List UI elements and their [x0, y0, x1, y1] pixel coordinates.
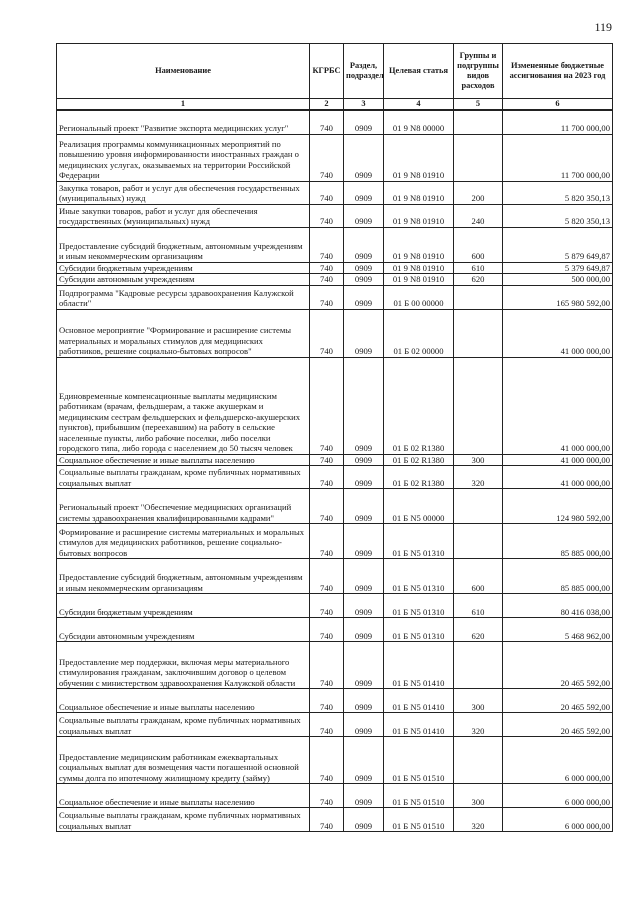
table-row: [57, 285, 613, 309]
cell-group: 610: [454, 594, 503, 618]
cell-kgrbs: 740: [310, 110, 344, 134]
cell-target: 01 Б N5 01510: [384, 808, 454, 832]
cell-group: 200: [454, 181, 503, 204]
cell-target: 01 Б 02 00000: [384, 309, 454, 357]
table-row: [57, 642, 613, 689]
cell-section: 0909: [344, 309, 384, 357]
cell-group: [454, 110, 503, 134]
cell-amount: 11 700 000,00: [503, 134, 613, 181]
table-row: [57, 204, 613, 227]
cell-name: Социальные выплаты гражданам, кроме публичных нормативных социальных выплат: [57, 713, 310, 737]
cell-name: Закупка товаров, работ и услуг для обеспечения государственных (муниципальных) нужд: [57, 181, 310, 204]
cell-group: 300: [454, 784, 503, 808]
cell-section: 0909: [344, 285, 384, 309]
cell-target: 01 Б 02 R1380: [384, 357, 454, 454]
cell-amount: 124 980 592,00: [503, 489, 613, 524]
cell-section: 0909: [344, 594, 384, 618]
cell-kgrbs: 740: [310, 808, 344, 832]
cell-name: Социальное обеспечение и иные выплаты населению: [57, 689, 310, 713]
cell-group: [454, 642, 503, 689]
table-row: [57, 559, 613, 594]
cell-name: Реализация программы коммуникационных мероприятий по повышению уровня информированности иностранных граждан о медицинских услугах, оказываемых на территории Российской Федерации: [57, 134, 310, 181]
cell-target: 01 Б N5 01310: [384, 559, 454, 594]
cell-kgrbs: 740: [310, 134, 344, 181]
cell-section: 0909: [344, 689, 384, 713]
cell-target: 01 Б N5 00000: [384, 489, 454, 524]
header-kgrbs: КГРБС: [310, 44, 344, 99]
cell-name: Субсидии автономным учреждениям: [57, 274, 310, 285]
cell-name: Субсидии бюджетным учреждениям: [57, 262, 310, 273]
cell-amount: 11 700 000,00: [503, 110, 613, 134]
cell-name: Региональный проект "Развитие экспорта медицинских услуг": [57, 110, 310, 134]
cell-section: 0909: [344, 262, 384, 273]
column-number-row: [57, 99, 613, 111]
cell-amount: 6 000 000,00: [503, 737, 613, 784]
cell-section: 0909: [344, 559, 384, 594]
cell-section: 0909: [344, 489, 384, 524]
cell-amount: 6 000 000,00: [503, 784, 613, 808]
cell-group: 600: [454, 227, 503, 262]
cell-kgrbs: 740: [310, 489, 344, 524]
cell-section: 0909: [344, 524, 384, 559]
cell-group: [454, 309, 503, 357]
cell-amount: 41 000 000,00: [503, 309, 613, 357]
cell-amount: 85 885 000,00: [503, 524, 613, 559]
cell-target: 01 Б N5 01310: [384, 618, 454, 642]
cell-amount: 5 379 649,87: [503, 262, 613, 273]
cell-group: [454, 737, 503, 784]
header-amount: Измененные бюджетные ассигнования на 2023 год: [503, 44, 613, 99]
cell-kgrbs: 740: [310, 181, 344, 204]
table-row: [57, 489, 613, 524]
cell-group: 320: [454, 466, 503, 489]
cell-kgrbs: 740: [310, 642, 344, 689]
cell-name: Социальные выплаты гражданам, кроме публичных нормативных социальных выплат: [57, 808, 310, 832]
header-name: Наименование: [57, 44, 310, 99]
cell-name: Предоставление субсидий бюджетным, автономным учреждениям и иным некоммерческим организациям: [57, 227, 310, 262]
cell-group: 610: [454, 262, 503, 273]
cell-kgrbs: 740: [310, 466, 344, 489]
cell-amount: 85 885 000,00: [503, 559, 613, 594]
table-row: [57, 262, 613, 273]
cell-target: 01 Б N5 01310: [384, 524, 454, 559]
cell-amount: 5 468 962,00: [503, 618, 613, 642]
table-row: [57, 524, 613, 559]
cell-target: 01 9 N8 01910: [384, 134, 454, 181]
cell-target: 01 Б 02 R1380: [384, 466, 454, 489]
cell-target: 01 9 N8 01910: [384, 274, 454, 285]
cell-target: 01 Б N5 01510: [384, 737, 454, 784]
cell-section: 0909: [344, 134, 384, 181]
cell-name: Социальное обеспечение и иные выплаты населению: [57, 454, 310, 465]
cell-target: 01 9 N8 01910: [384, 262, 454, 273]
budget-table: [56, 43, 613, 832]
cell-kgrbs: 740: [310, 594, 344, 618]
table-row: [57, 618, 613, 642]
header-row: [57, 44, 613, 99]
table-row: [57, 181, 613, 204]
page-number: 119: [594, 20, 612, 34]
cell-amount: 20 465 592,00: [503, 713, 613, 737]
cell-section: 0909: [344, 454, 384, 465]
cell-kgrbs: 740: [310, 713, 344, 737]
cell-name: Формирование и расширение системы материальных и моральных стимулов для медицинских работников, решение социально-бытовых вопросов: [57, 524, 310, 559]
cell-name: Иные закупки товаров, работ и услуг для обеспечения государственных (муниципальных) нужд: [57, 204, 310, 227]
cell-amount: 41 000 000,00: [503, 454, 613, 465]
table-row: [57, 110, 613, 134]
cell-group: [454, 357, 503, 454]
cell-group: 600: [454, 559, 503, 594]
cell-amount: 165 980 592,00: [503, 285, 613, 309]
cell-kgrbs: 740: [310, 618, 344, 642]
cell-amount: 20 465 592,00: [503, 642, 613, 689]
column-number: 1: [57, 99, 310, 111]
cell-name: Субсидии автономным учреждениям: [57, 618, 310, 642]
cell-group: 320: [454, 713, 503, 737]
cell-section: 0909: [344, 466, 384, 489]
column-number: 3: [344, 99, 384, 111]
cell-kgrbs: 740: [310, 689, 344, 713]
cell-section: 0909: [344, 618, 384, 642]
cell-target: 01 Б N5 01510: [384, 784, 454, 808]
cell-kgrbs: 740: [310, 559, 344, 594]
cell-target: 01 9 N8 00000: [384, 110, 454, 134]
cell-kgrbs: 740: [310, 227, 344, 262]
cell-name: Региональный проект "Обеспечение медицинских организаций системы здравоохранения квалифицированными кадрами": [57, 489, 310, 524]
cell-section: 0909: [344, 808, 384, 832]
header-section: Раздел, подраздел: [344, 44, 384, 99]
table-row: [57, 454, 613, 465]
cell-kgrbs: 740: [310, 357, 344, 454]
cell-section: 0909: [344, 642, 384, 689]
cell-target: 01 Б N5 01410: [384, 689, 454, 713]
cell-section: 0909: [344, 110, 384, 134]
cell-kgrbs: 740: [310, 204, 344, 227]
cell-target: 01 9 N8 01910: [384, 181, 454, 204]
header-groups: Группы и подгруппы видов расходов: [454, 44, 503, 99]
column-number: 6: [503, 99, 613, 111]
cell-name: Единовременные компенсационные выплаты медицинским работникам (врачам, фельдшерам, а также акушеркам и медицинским сестрам фельдшерских и фельдшерско-акушерских пунктов), прибывшим (переехавшим) на работу в сельские населенные пункты, либо рабочие поселки, либо поселки городского типа, либо города с населением до 50 тысяч человек: [57, 357, 310, 454]
table-row: [57, 227, 613, 262]
cell-section: 0909: [344, 274, 384, 285]
table-row: [57, 594, 613, 618]
cell-section: 0909: [344, 227, 384, 262]
cell-target: 01 Б 02 R1380: [384, 454, 454, 465]
table-row: [57, 689, 613, 713]
cell-group: 620: [454, 274, 503, 285]
cell-kgrbs: 740: [310, 737, 344, 784]
cell-group: [454, 134, 503, 181]
cell-kgrbs: 740: [310, 274, 344, 285]
cell-amount: 20 465 592,00: [503, 689, 613, 713]
table-row: [57, 713, 613, 737]
table-row: [57, 466, 613, 489]
cell-kgrbs: 740: [310, 524, 344, 559]
cell-amount: 6 000 000,00: [503, 808, 613, 832]
table-row: [57, 134, 613, 181]
cell-section: 0909: [344, 204, 384, 227]
cell-name: Предоставление мер поддержки, включая меры материального стимулирования гражданам, заключившим договор о целевом обучении с министерством здравоохранения Калужской области: [57, 642, 310, 689]
cell-section: 0909: [344, 784, 384, 808]
table-row: [57, 808, 613, 832]
table-row: [57, 309, 613, 357]
cell-name: Подпрограмма "Кадровые ресурсы здравоохранения Калужской области": [57, 285, 310, 309]
cell-target: 01 9 N8 01910: [384, 204, 454, 227]
cell-kgrbs: 740: [310, 784, 344, 808]
cell-group: 620: [454, 618, 503, 642]
cell-amount: 5 820 350,13: [503, 204, 613, 227]
cell-name: Предоставление субсидий бюджетным, автономным учреждениям и иным некоммерческим организациям: [57, 559, 310, 594]
cell-target: 01 Б 00 00000: [384, 285, 454, 309]
cell-section: 0909: [344, 181, 384, 204]
cell-kgrbs: 740: [310, 262, 344, 273]
cell-group: [454, 524, 503, 559]
cell-section: 0909: [344, 737, 384, 784]
column-number: 5: [454, 99, 503, 111]
header-target: Целевая статья: [384, 44, 454, 99]
cell-amount: 5 879 649,87: [503, 227, 613, 262]
column-number: 2: [310, 99, 344, 111]
cell-group: 320: [454, 808, 503, 832]
cell-target: 01 Б N5 01410: [384, 713, 454, 737]
cell-amount: 500 000,00: [503, 274, 613, 285]
cell-group: [454, 489, 503, 524]
cell-kgrbs: 740: [310, 309, 344, 357]
cell-section: 0909: [344, 357, 384, 454]
cell-target: 01 9 N8 01910: [384, 227, 454, 262]
cell-amount: 5 820 350,13: [503, 181, 613, 204]
cell-name: Социальные выплаты гражданам, кроме публичных нормативных социальных выплат: [57, 466, 310, 489]
cell-target: 01 Б N5 01310: [384, 594, 454, 618]
cell-kgrbs: 740: [310, 454, 344, 465]
cell-amount: 80 416 038,00: [503, 594, 613, 618]
cell-kgrbs: 740: [310, 285, 344, 309]
column-number: 4: [384, 99, 454, 111]
cell-group: 300: [454, 454, 503, 465]
cell-group: 300: [454, 689, 503, 713]
cell-name: Предоставление медицинским работникам ежеквартальных социальных выплат для возмещения части погашенной основной суммы долга по ипотечному жилищному кредиту (займу): [57, 737, 310, 784]
cell-target: 01 Б N5 01410: [384, 642, 454, 689]
cell-amount: 41 000 000,00: [503, 357, 613, 454]
table-row: [57, 737, 613, 784]
table-row: [57, 274, 613, 285]
cell-group: [454, 285, 503, 309]
cell-section: 0909: [344, 713, 384, 737]
cell-name: Социальное обеспечение и иные выплаты населению: [57, 784, 310, 808]
cell-name: Субсидии бюджетным учреждениям: [57, 594, 310, 618]
cell-group: 240: [454, 204, 503, 227]
table-row: [57, 357, 613, 454]
cell-amount: 41 000 000,00: [503, 466, 613, 489]
table-row: [57, 784, 613, 808]
cell-name: Основное мероприятие "Формирование и расширение системы материальных и моральных стимулов для медицинских работников, решение социально-бытовых вопросов": [57, 309, 310, 357]
